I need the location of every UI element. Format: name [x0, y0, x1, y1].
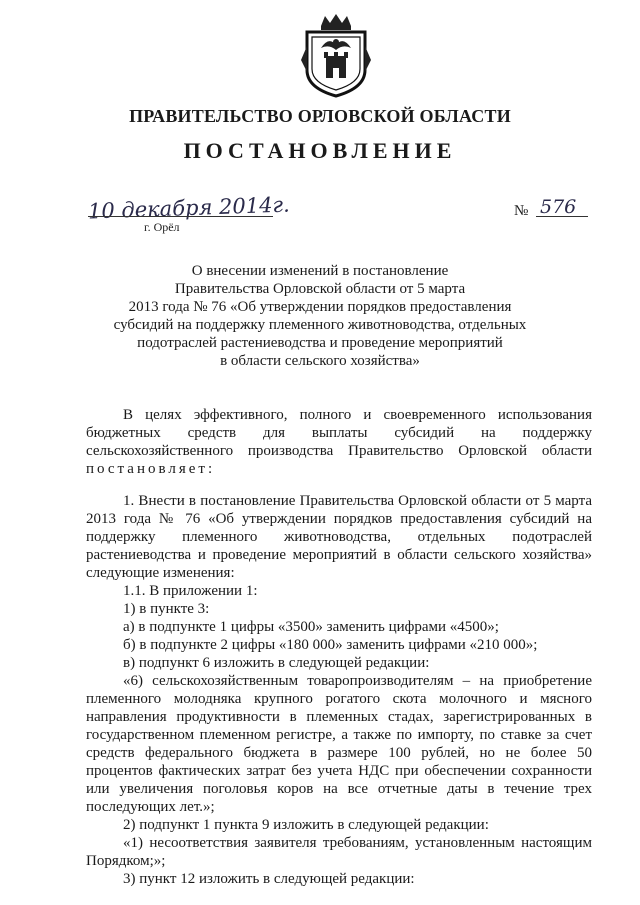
new-subparagraph-6: «6) сельскохозяйственным товаропроизводителям – на приобретение племенного молодняка крупного рогатого скота молочного и мясного направления продуктивности в племенных стадах, зарегистрированных в государственном племенном регистре, а также по импорту, по ставке за счет средств федерального бюджета в размере 100 рублей, но не более 50 процентов фактических затрат без учета НДС при обеспечении сохранности или увеличения поголовья коров на все отчетные даты в течение трех последующих лет.»;	[86, 673, 592, 815]
government-name: ПРАВИТЕЛЬСТВО ОРЛОВСКОЙ ОБЛАСТИ	[129, 106, 511, 126]
new-subparagraph-1: «1) несоответствия заявителя требованиям, установленным настоящим Порядком;»;	[86, 835, 592, 869]
handwritten-number: 576	[540, 196, 577, 218]
document-body	[86, 406, 592, 888]
subitem-a: а) в подпункте 1 цифры «3500» заменить цифрами «4500»;	[123, 619, 499, 635]
subitem-b: б) в подпункте 2 цифры «180 000» заменить цифрами «210 000»;	[123, 637, 538, 653]
paragraph-1: 1. Внести в постановление Правительства Орловской области от 5 марта 2013 года № 76 «Об утверждении порядков предоставления субсидий на поддержку племенного животноводства, отдельных подотраслей растениеводства и проведение мероприятий в области сельского хозяйства» следующие изменения:	[86, 493, 592, 581]
item-3: 3) пункт 12 изложить в следующей редакции:	[123, 871, 415, 887]
item-2: 2) подпункт 1 пункта 9 изложить в следующей редакции:	[123, 817, 489, 833]
paragraph-1-1: 1.1. В приложении 1:	[123, 583, 258, 599]
preamble-text: В целях эффективного, полного и своевременного использования бюджетных средств для выплаты субсидий на поддержку сельскохозяйственного производства Правительство Орловской области	[86, 407, 592, 459]
coat-of-arms-icon	[299, 12, 373, 98]
subject-line: О внесении изменений в постановление	[191, 263, 449, 279]
subject-line: Правительства Орловской области от 5 марта	[174, 281, 466, 297]
subject-line: в области сельского хозяйства»	[220, 353, 420, 369]
subitem-v: в) подпункт 6 изложить в следующей редакции:	[123, 655, 430, 671]
number-label: №	[514, 203, 529, 219]
item-1: 1) в пункте 3:	[123, 601, 210, 617]
document-type-title: ПОСТАНОВЛЕНИЕ	[183, 138, 457, 163]
decree-word: постановляет:	[86, 461, 216, 477]
date-underline	[88, 216, 273, 217]
number-underline	[536, 216, 588, 217]
subject-line: 2013 года № 76 «Об утверждении порядков предоставления	[128, 299, 512, 315]
handwritten-date: 10 декабря 2014г.	[87, 192, 291, 224]
preamble-paragraph	[86, 406, 592, 478]
document-subject	[110, 262, 530, 370]
subject-line: подотраслей растениеводства и проведение мероприятий	[137, 335, 503, 351]
subject-line: субсидий на поддержку племенного животноводства, отдельных	[113, 317, 527, 333]
city-label: г. Орёл	[144, 220, 180, 234]
